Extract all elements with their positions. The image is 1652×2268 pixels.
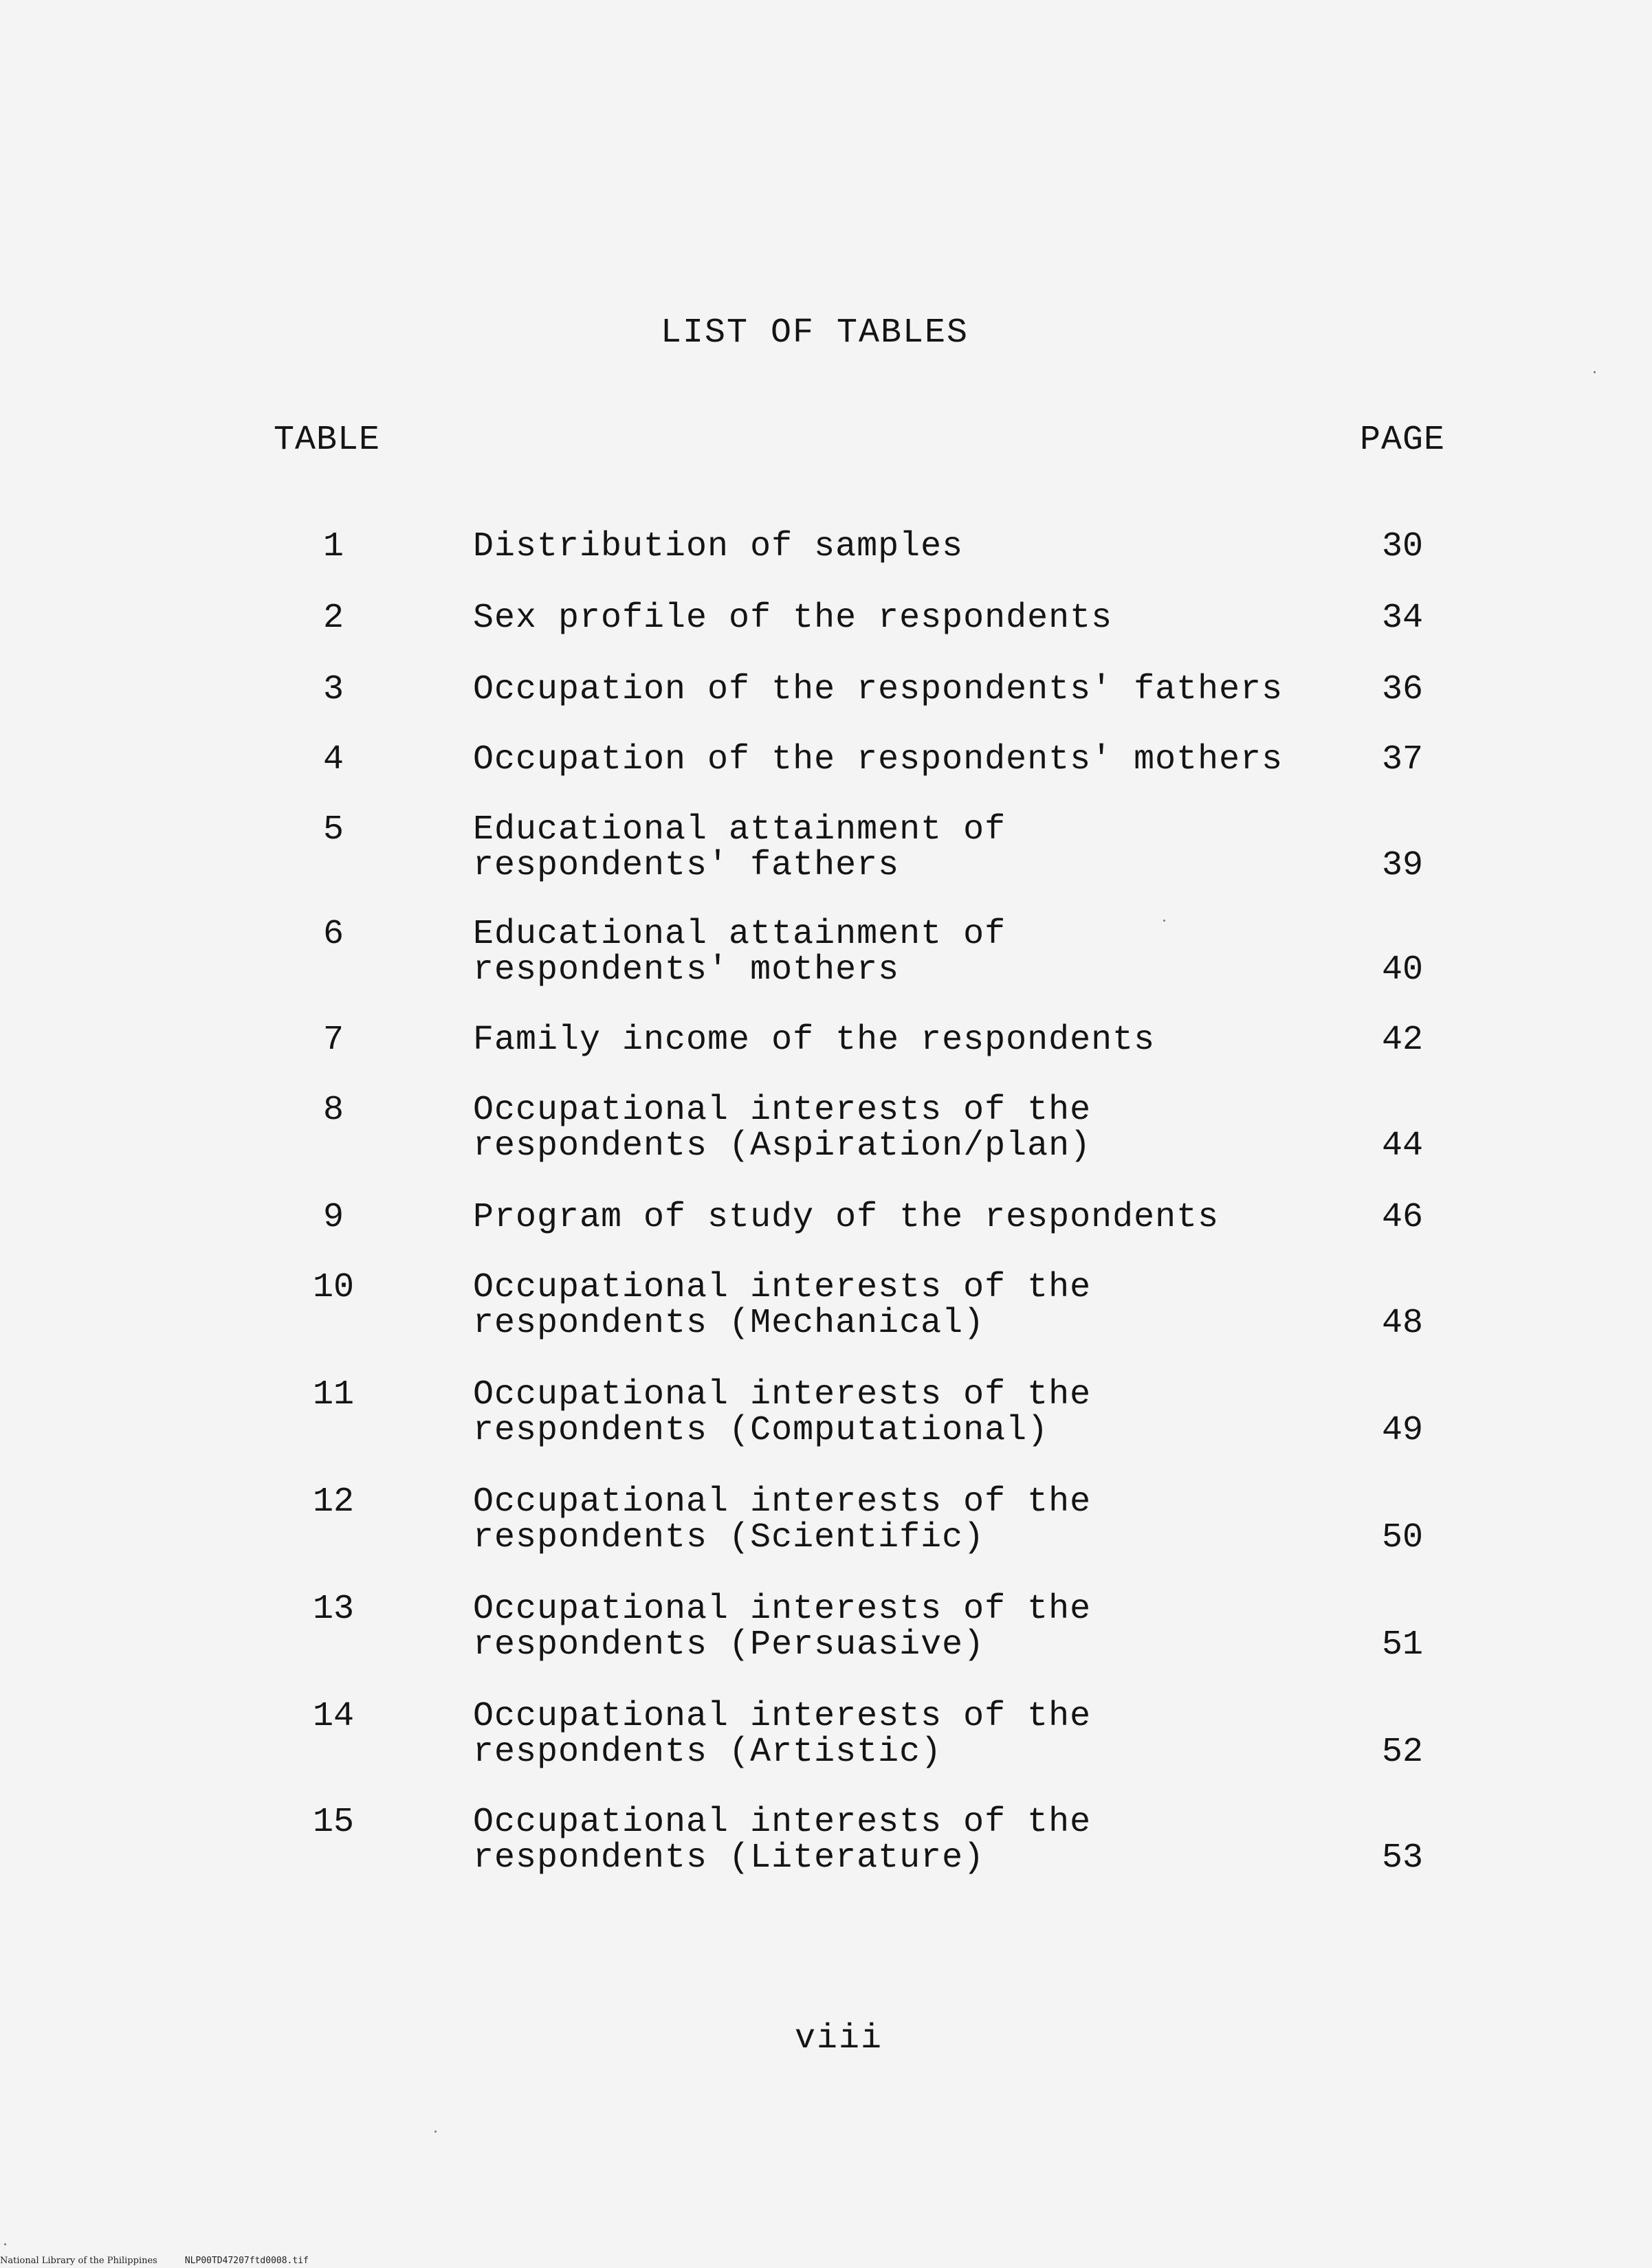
page-number: 48 — [1381, 1304, 1423, 1343]
page-number: 42 — [1381, 1021, 1423, 1060]
table-number: 12 — [312, 1482, 354, 1522]
table-title: Occupational interests of the respondents (Literature) — [473, 1803, 1092, 1878]
scan-speck — [1163, 920, 1165, 922]
page-folio: viii — [794, 2019, 883, 2058]
page-number: 30 — [1381, 527, 1423, 566]
scan-filename: NLP00TD47207ftd0008.tif — [184, 2256, 309, 2266]
page-number: 34 — [1381, 599, 1423, 638]
table-title: Sex profile of the respondents — [473, 599, 1113, 638]
table-title: Occupational interests of the respondents (Artistic) — [473, 1697, 1092, 1772]
table-number: 1 — [322, 527, 344, 566]
table-number: 11 — [312, 1375, 354, 1414]
table-title: Educational attainment of respondents' mothers — [473, 915, 1006, 990]
page-number: 44 — [1381, 1126, 1423, 1166]
table-title: Occupation of the respondents' fathers — [473, 670, 1284, 709]
table-number: 6 — [322, 915, 344, 954]
page-title: LIST OF TABLES — [660, 313, 969, 353]
table-number: 13 — [312, 1590, 354, 1629]
table-number: 4 — [322, 740, 344, 779]
table-title: Family income of the respondents — [473, 1021, 1156, 1060]
table-title: Distribution of samples — [473, 527, 964, 566]
scan-speck — [434, 2131, 437, 2133]
table-title: Occupational interests of the respondents (Computational) — [473, 1375, 1092, 1450]
table-number: 15 — [312, 1803, 354, 1842]
page-number: 51 — [1381, 1625, 1423, 1665]
table-title: Occupational interests of the respondents (Aspiration/plan) — [473, 1091, 1092, 1166]
table-title: Occupational interests of the respondents (Scientific) — [473, 1482, 1092, 1557]
page-number: 46 — [1381, 1198, 1423, 1237]
table-title: Program of study of the respondents — [473, 1198, 1220, 1237]
page-number: 50 — [1381, 1518, 1423, 1557]
scan-speck — [4, 2243, 6, 2245]
table-number: 14 — [312, 1697, 354, 1736]
table-number: 2 — [322, 599, 344, 638]
table-title: Educational attainment of respondents' fathers — [473, 810, 1006, 885]
table-number: 3 — [322, 670, 344, 709]
scan-footer — [0, 2256, 309, 2266]
table-number: 5 — [322, 810, 344, 849]
table-number: 8 — [322, 1091, 344, 1130]
page-number: 40 — [1381, 950, 1423, 990]
page-number: 37 — [1381, 740, 1423, 779]
page-number: 53 — [1381, 1838, 1423, 1878]
table-title: Occupation of the respondents' mothers — [473, 740, 1284, 779]
page-column-header: PAGE — [1360, 421, 1446, 460]
table-number: 7 — [322, 1021, 344, 1060]
page-number: 52 — [1381, 1733, 1423, 1772]
page-number: 36 — [1381, 670, 1423, 709]
table-title: Occupational interests of the respondents (Mechanical) — [473, 1268, 1092, 1343]
page-number: 39 — [1381, 846, 1423, 885]
table-title: Occupational interests of the respondents (Persuasive) — [473, 1590, 1092, 1665]
page-number: 49 — [1381, 1411, 1423, 1450]
table-number: 9 — [322, 1198, 344, 1237]
scan-speck — [1594, 371, 1596, 373]
table-column-header: TABLE — [274, 421, 381, 460]
table-number: 10 — [312, 1268, 354, 1307]
library-credit: National Library of the Philippines — [0, 2256, 157, 2266]
